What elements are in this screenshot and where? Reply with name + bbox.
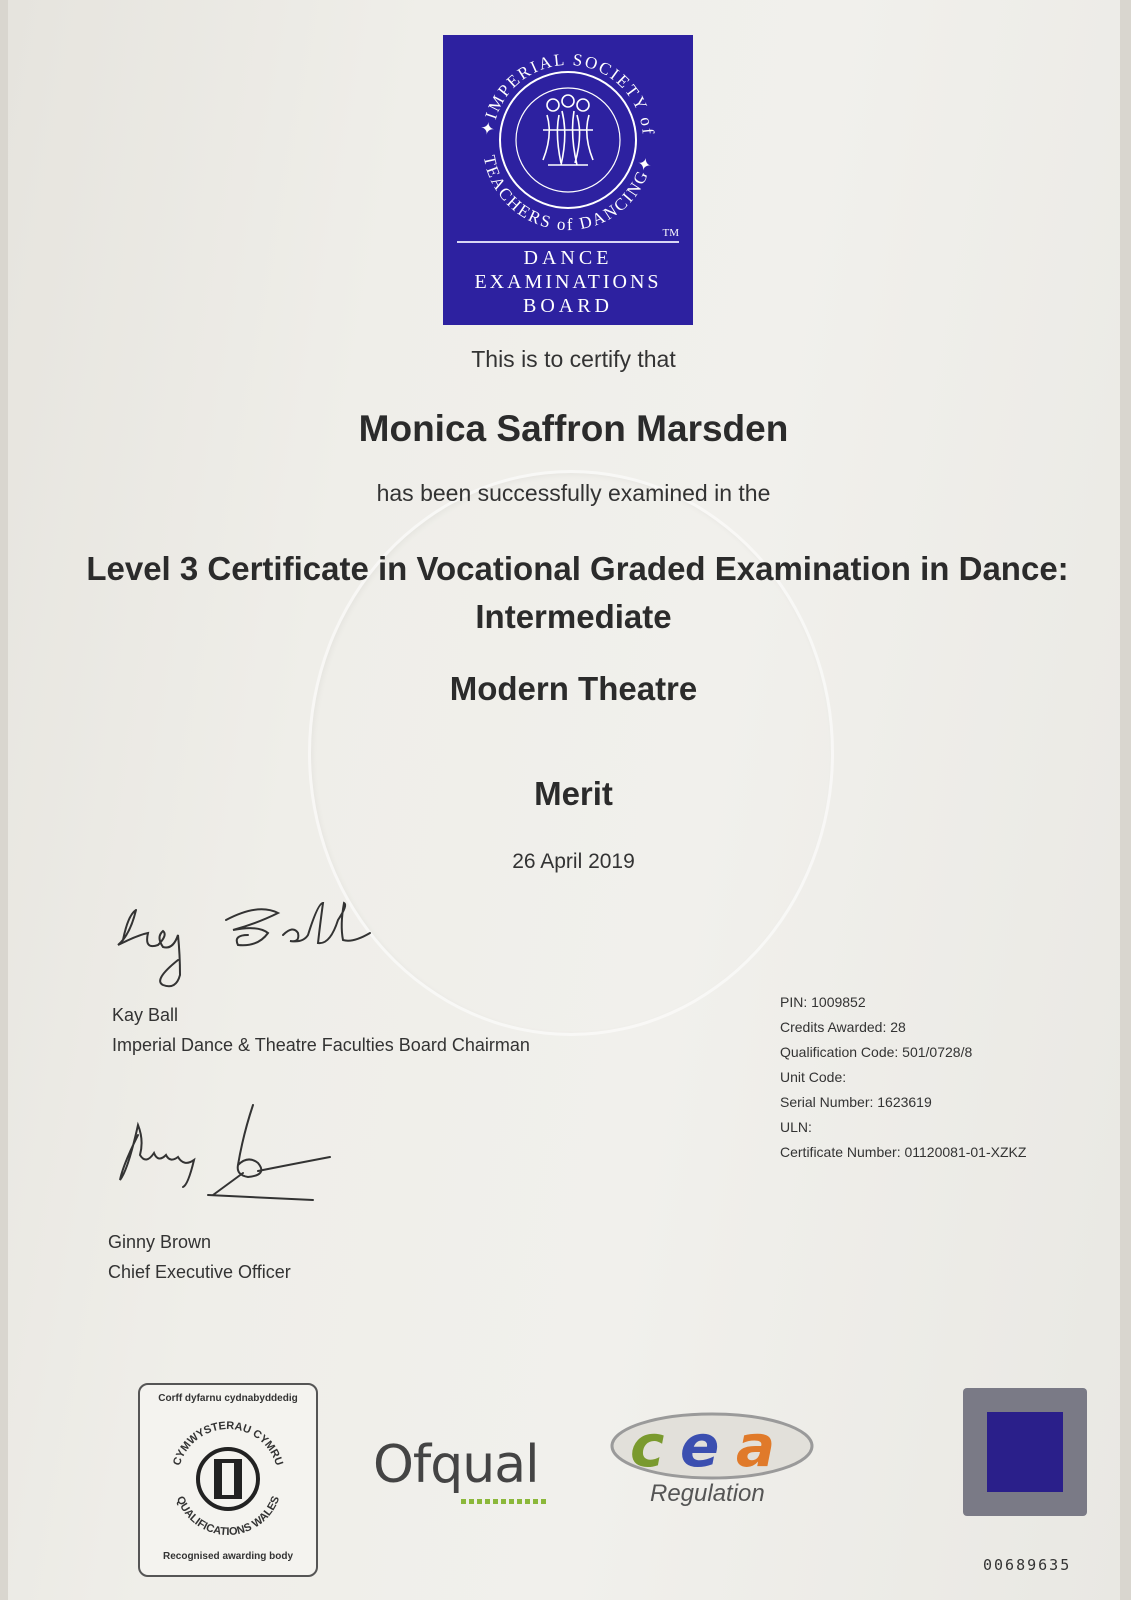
credits-field: Credits Awarded: 28 [780,1019,906,1035]
svg-text:QUALIFICATIONS WALES: QUALIFICATIONS WALES [173,1494,283,1539]
certificate-number-field: Certificate Number: 01120081-01-XZKZ [780,1144,1027,1160]
cea-icon [608,1410,818,1482]
logo-line-dance: DANCE [523,247,613,269]
logo-line-board: BOARD [522,295,613,317]
cea-regulation-logo [608,1410,818,1530]
ofqual-dots [461,1499,546,1504]
grade-result: Merit [534,775,613,812]
qualifications-wales-icon [160,1411,296,1547]
pin-field: PIN: 1009852 [780,994,866,1010]
logo-line-examinations: EXAMINATIONS [474,271,662,293]
signatory-1-name: Kay Ball [112,1005,179,1025]
uln-field: ULN: [780,1119,812,1135]
hologram-inner [987,1412,1063,1492]
serial-number-field: Serial Number: 1623619 [780,1094,932,1110]
qualification-code-field: Qualification Code: 501/0728/8 [780,1044,973,1060]
logo-divider [457,241,679,243]
certificate-paper [8,0,1120,1600]
footer-serial: 00689635 [983,1556,1072,1574]
cea-wordmark: a [736,1412,776,1480]
svg-text:TEACHERS of DANCING✦: TEACHERS of DANCING✦ [479,153,657,235]
hologram-seal [963,1388,1087,1516]
cea-regulation-text: Regulation [650,1480,765,1507]
svg-text:✦IMPERIAL SOCIETY of: ✦IMPERIAL SOCIETY of [477,49,658,137]
ofqual-logo [373,1435,563,1515]
qw-badge-top-text: Corff dyfarnu cydnabyddedig [158,1393,298,1404]
certificate-details [780,990,1026,1165]
istd-seal-icon [443,35,693,245]
signatory-1-title: Imperial Dance & Theatre Faculties Board Chairman [112,1035,530,1055]
ofqual-wordmark: Ofqual [373,1435,539,1495]
examined-line: has been successfully examined in the [376,480,771,506]
svg-text:e: e [680,1412,720,1480]
unit-code-field: Unit Code: [780,1069,847,1085]
exam-date: 26 April 2019 [512,850,635,873]
qualification-level: Intermediate [475,598,672,635]
istd-logo [443,35,693,325]
signature-ginny-brown [108,1095,348,1225]
signatory-2-name: Ginny Brown [108,1232,212,1252]
qw-badge-bottom-text: Recognised awarding body [162,1551,294,1562]
dance-genre: Modern Theatre [449,670,698,707]
qualifications-wales-badge [138,1383,318,1577]
svg-text:c: c [630,1412,665,1480]
svg-text:CYMWYSTERAU CYMRU: CYMWYSTERAU CYMRU [171,1419,285,1468]
candidate-name: Monica Saffron Marsden [358,408,789,449]
qualification-title: Level 3 Certificate in Vocational Graded Examination in Dance: [86,550,1069,587]
certify-intro: This is to certify that [471,346,676,372]
signatory-2-title: Chief Executive Officer [108,1262,291,1282]
trademark-mark: TM [662,227,679,239]
signature-kay-ball [108,895,398,995]
